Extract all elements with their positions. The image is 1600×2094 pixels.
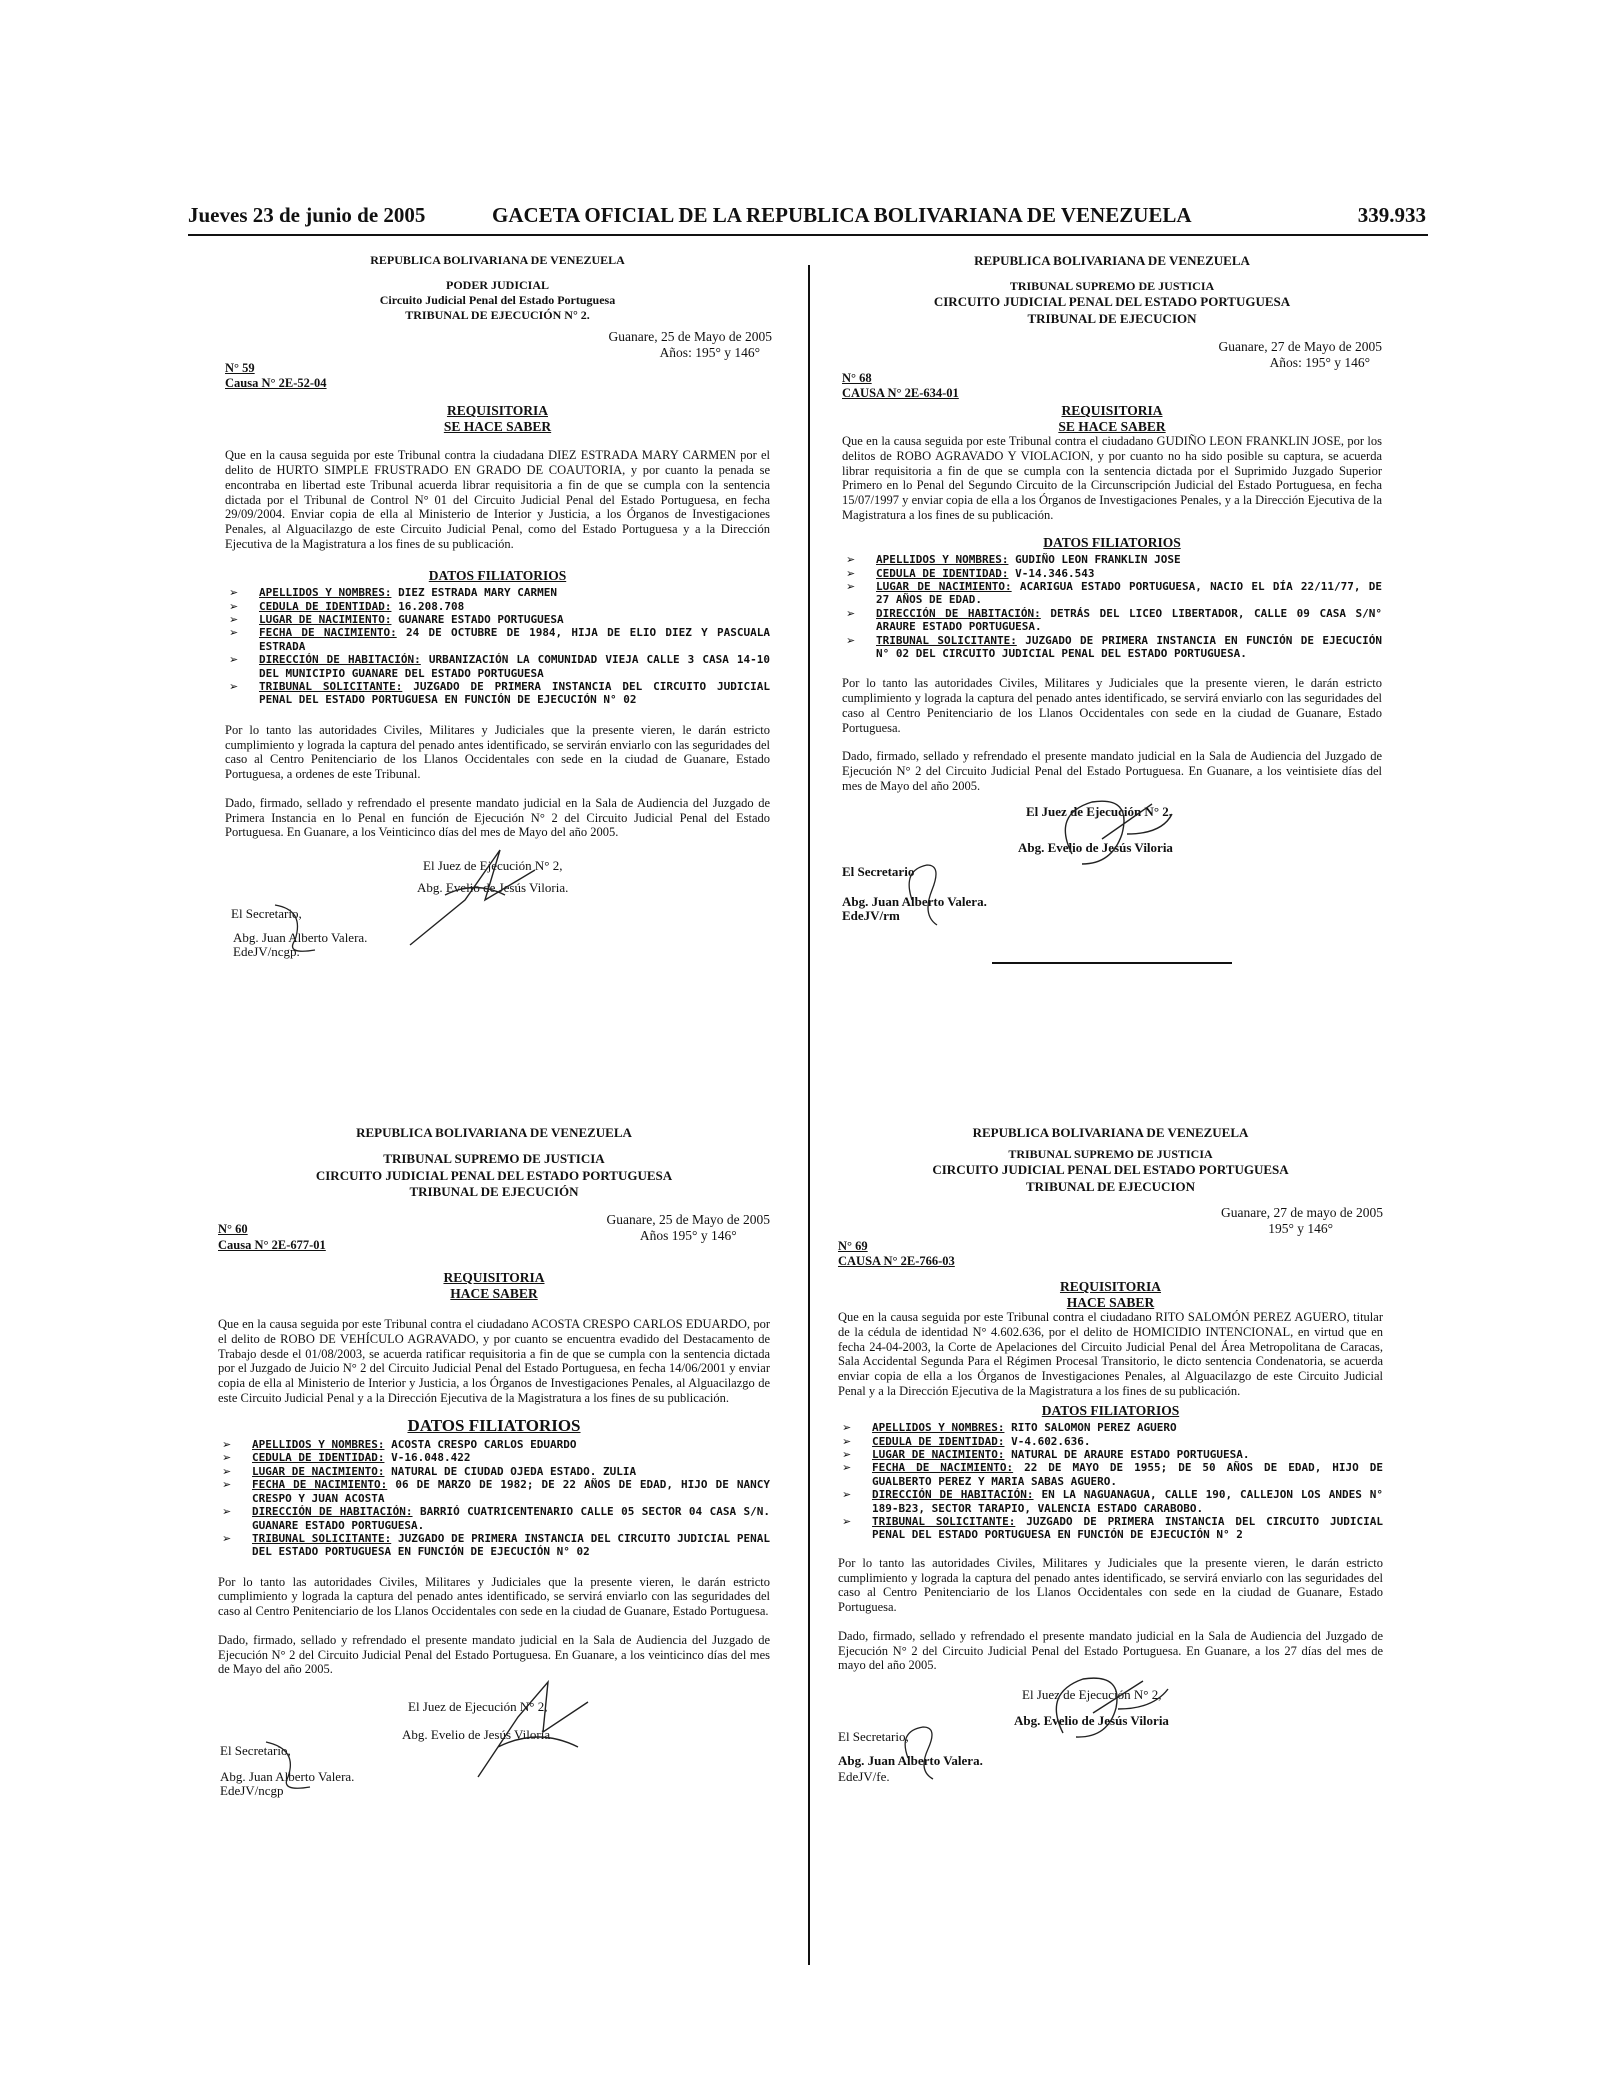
notice-header xyxy=(838,1125,1383,1195)
initials: EdeJV/fe. xyxy=(838,1769,890,1785)
datos-filiatorios-title: DATOS FILIATORIOS xyxy=(428,567,567,583)
header-line: CIRCUITO JUDICIAL PENAL DEL ESTADO PORTUGUESA xyxy=(315,1167,673,1183)
datos-item: ➢ FECHA DE NACIMIENTO: 06 DE MARZO DE 1982; DE 22 AÑOS DE EDAD, HIJO DE NANCY CRESPO Y JUAN ACOSTA xyxy=(222,1478,770,1505)
arrow-bullet-icon: ➢ xyxy=(229,599,239,613)
judge-title: El Juez de Ejecución N° 2, xyxy=(423,858,563,874)
header-line: TRIBUNAL DE EJECUCION xyxy=(1025,1178,1196,1194)
causa-number: CAUSA N° 2E-634-01 xyxy=(842,386,959,401)
arrow-bullet-icon: ➢ xyxy=(229,680,239,694)
judge-signature-icon xyxy=(405,840,565,950)
body-paragraph: Que en la causa seguida por este Tribunal contra el ciudadano ACOSTA CRESPO CARLOS EDUARDO, por el delito de ROBO DE VEHÍCULO AGRAVADO, y por cuanto se encuentra evadido del Destacamento de Trabajo desde el 01/08/2003, se acuerda ratificar requisitoria a fin de que se cumpla con la sentencia dictada por el Juzgado de Juicio N° 2 del Circuito Judicial Penal del Estado Portuguesa, en fecha 14/06/2001 y enviar copia de ella al Ministerio de Interior y Justicia, a los Órganos de Investigaciones Penales, al Alguacilazgo de este Circuito Judicial Penal y a la Dirección Ejecutiva de la Magistratura a los fines de su publicación. xyxy=(218,1317,770,1405)
datos-list xyxy=(218,1438,770,1559)
years: 195° y 146° xyxy=(1268,1220,1333,1236)
datos-item: ➢ TRIBUNAL SOLICITANTE: JUZGADO DE PRIMERA INSTANCIA DEL CIRCUITO JUDICIAL PENAL DEL ESTADO PORTUGUESA EN FUNCIÓN DE EJECUCIÓN N° 2 xyxy=(842,1515,1383,1542)
datos-item: ➢ CEDULA DE IDENTIDAD: V-14.346.543 xyxy=(846,566,1095,580)
arrow-bullet-icon: ➢ xyxy=(229,653,239,667)
secretary-title: El Secretario, xyxy=(220,1743,291,1759)
issue-date: Jueves 23 de junio de 2005 xyxy=(188,203,426,227)
column-divider xyxy=(808,265,810,1965)
years: Años: 195° y 146° xyxy=(659,345,760,361)
notice-header xyxy=(218,1125,770,1200)
datos-item: ➢ TRIBUNAL SOLICITANTE: JUZGADO DE PRIMERA INSTANCIA DEL CIRCUITO JUDICIAL PENAL DEL ESTADO PORTUGUESA EN FUNCIÓN DE EJECUCIÓN N° 02 xyxy=(229,680,770,707)
secretary-signature-icon xyxy=(888,1723,958,1783)
arrow-bullet-icon: ➢ xyxy=(846,606,856,620)
notice-68 xyxy=(842,253,1382,974)
body-paragraph: Dado, firmado, sellado y refrendado el presente mandato judicial en la Sala de Audiencia del Juzgado de Ejecución N° 2 del Circuito Judicial Penal del Estado Portuguesa. En Guanare, a los veintisiete días del mes de Mayo del año 2005. xyxy=(842,749,1382,793)
datos-item: ➢ DIRECCIÓN DE HABITACIÓN: BARRIÓ CUATRICENTENARIO CALLE 05 SECTOR 04 CASA S/N. GUANARE ESTADO PORTUGUESA. xyxy=(222,1505,770,1532)
datos-item: ➢ CEDULA DE IDENTIDAD: V-4.602.636. xyxy=(842,1434,1091,1448)
initials: EdeJV/rm xyxy=(842,907,900,923)
signature-block xyxy=(842,794,1382,944)
datos-item: ➢ LUGAR DE NACIMIENTO: ACARIGUA ESTADO PORTUGUESA, NACIO EL DÍA 22/11/77, DE 27 AÑOS DE EDAD. xyxy=(846,579,1382,607)
judge-title: El Juez de Ejecución N° 2, xyxy=(408,1699,548,1715)
judge-title: El Juez de Ejecución N° 2, xyxy=(1022,1687,1162,1703)
hace-saber-title: HACE SABER xyxy=(450,1285,538,1301)
arrow-bullet-icon: ➢ xyxy=(842,1515,852,1529)
datos-item: ➢ APELLIDOS Y NOMBRES: GUDIÑO LEON FRANKLIN JOSE xyxy=(846,553,1181,567)
notice-number: N° 60 xyxy=(218,1222,248,1236)
datos-item: ➢ LUGAR DE NACIMIENTO: NATURAL DE CIUDAD OJEDA ESTADO. ZULIA xyxy=(222,1464,637,1478)
datos-item: ➢ APELLIDOS Y NOMBRES: RITO SALOMON PEREZ AGUERO xyxy=(842,1421,1177,1435)
notice-60 xyxy=(218,1125,770,1799)
causa-number: Causa N° 2E-677-01 xyxy=(218,1238,326,1252)
secretary-name: Abg. Juan Alberto Valera. xyxy=(233,930,368,946)
arrow-bullet-icon: ➢ xyxy=(222,1451,232,1465)
arrow-bullet-icon: ➢ xyxy=(222,1438,232,1452)
arrow-bullet-icon: ➢ xyxy=(222,1478,232,1492)
datos-item: ➢ APELLIDOS Y NOMBRES: ACOSTA CRESPO CARLOS EDUARDO xyxy=(222,1438,577,1452)
body-paragraph: Dado, firmado, sellado y refrendado el presente mandato judicial en la Sala de Audiencia del Juzgado de Primera Instancia en lo Penal en función de Ejecución N° 2 del Circuito Judicial Penal del Estado Portuguesa. En Guanare, a los Veinticinco días del mes de Mayo del año 2005. xyxy=(225,795,770,840)
body-paragraph: Dado, firmado, sellado y refrendado el presente mandato judicial en la Sala de Audiencia del Juzgado de Ejecución N° 2 del Circuito Judicial Penal del Estado Portuguesa. En Guanare, a los veinticinco días del mes de Mayo del año 2005. xyxy=(218,1632,770,1677)
years: Años 195° y 146° xyxy=(639,1228,737,1244)
arrow-bullet-icon: ➢ xyxy=(846,553,856,567)
judge-name: Abg. Evelio de Jesús Viloria xyxy=(402,1727,551,1743)
header-line: REPUBLICA BOLIVARIANA DE VENEZUELA xyxy=(356,1125,632,1140)
requisitoria-title: REQUISITORIA xyxy=(446,403,549,419)
arrow-bullet-icon: ➢ xyxy=(846,579,856,593)
notice-number: N° 69 xyxy=(838,1239,868,1254)
masthead-rule xyxy=(188,234,1428,236)
page-number: 339.933 xyxy=(1357,203,1426,227)
datos-item: ➢ APELLIDOS Y NOMBRES: DIEZ ESTRADA MARY CARMEN xyxy=(229,586,558,600)
arrow-bullet-icon: ➢ xyxy=(846,633,856,647)
datos-item: ➢ DIRECCIÓN DE HABITACIÓN: EN LA NAGUANAGUA, CALLE 190, CALLEJON LOS ANDES N° 189-B23, SECTOR TARAPIO, VALENCIA ESTADO CARABOBO. xyxy=(842,1488,1383,1515)
arrow-bullet-icon: ➢ xyxy=(842,1461,852,1475)
place-date: Guanare, 27 de mayo de 2005 xyxy=(1221,1204,1383,1220)
judge-signature-icon xyxy=(468,1677,608,1787)
requisitoria-title: REQUISITORIA xyxy=(443,1270,545,1285)
datos-item: ➢ CEDULA DE IDENTIDAD: V-16.048.422 xyxy=(222,1451,471,1465)
hace-saber-title: SE HACE SABER xyxy=(1058,418,1166,434)
body-paragraph: Que en la causa seguida por este Tribunal contra el ciudadano RITO SALOMÓN PEREZ AGUERO, titular de la cédula de identidad N° 4.602.636, por el delito de HOMICIDIO INTENCIONAL, en virtud que en fecha 24-04-2003, la Corte de Apelaciones del Circuito Judicial Penal del Área Metropolitana de Caracas, Sala Accidental Segunda Para el Régimen Procesal Transitorio, le dicto sentencia Condenatoria, se acuerda enviar copia de ella a los Órganos de Investigaciones Penales, al Alguacilazgo de este Circuito Judicial Penal y a la Dirección Ejecutiva de la Magistratura a los fines de su publicación. xyxy=(838,1310,1383,1398)
body-paragraph: Por lo tanto las autoridades Civiles, Militares y Judiciales que la presente vieren, le darán estricto cumplimiento y lograda la captura del penado antes identificado, se servirá enviarlo con las seguridades del caso al Centro Penitenciario de los Llanos Occidentales con sede en la ciudad de Guanare, Estado Portuguesa. xyxy=(838,1555,1383,1615)
header-line: TRIBUNAL SUPREMO DE JUSTICIA xyxy=(383,1151,605,1167)
header-line: REPUBLICA BOLIVARIANA DE VENEZUELA xyxy=(972,1125,1249,1140)
datos-item: ➢ FECHA DE NACIMIENTO: 24 DE OCTUBRE DE 1984, HIJA DE ELIO DIEZ Y PASCUALA ESTRADA xyxy=(229,626,771,653)
arrow-bullet-icon: ➢ xyxy=(842,1434,852,1448)
causa-number: Causa N° 2E-52-04 xyxy=(225,376,327,391)
header-line: TRIBUNAL SUPREMO DE JUSTICIA xyxy=(1009,279,1215,294)
header-line: TRIBUNAL SUPREMO DE JUSTICIA xyxy=(1008,1147,1213,1162)
datos-item: ➢ DIRECCIÓN DE HABITACIÓN: URBANIZACIÓN LA COMUNIDAD VIEJA CALLE 3 CASA 14-10 DEL MUNICIPIO GUANARE DEL ESTADO PORTUGUESA xyxy=(229,653,770,680)
place-date: Guanare, 25 de Mayo de 2005 xyxy=(608,329,772,344)
hace-saber-title: HACE SABER xyxy=(1066,1294,1155,1310)
secretary-signature-icon xyxy=(265,900,335,960)
arrow-bullet-icon: ➢ xyxy=(222,1464,232,1478)
secretary-signature-icon xyxy=(892,860,962,930)
arrow-bullet-icon: ➢ xyxy=(842,1421,852,1435)
judge-name: Abg. Evelio de Jesús Viloria. xyxy=(417,880,569,896)
datos-list xyxy=(225,586,770,707)
datos-filiatorios-title: DATOS FILIATORIOS xyxy=(407,1415,581,1435)
hace-saber-title: SE HACE SABER xyxy=(443,418,552,434)
secretary-title: El Secretario, xyxy=(838,1729,909,1745)
datos-item: ➢ TRIBUNAL SOLICITANTE: JUZGADO DE PRIMERA INSTANCIA EN FUNCIÓN DE EJECUCIÓN N° 02 DEL CIRCUITO JUDICIAL PENAL DEL ESTADO PORTUGUESA. xyxy=(846,633,1382,661)
arrow-bullet-icon: ➢ xyxy=(229,612,239,626)
datos-item: ➢ DIRECCIÓN DE HABITACIÓN: DETRÁS DEL LICEO LIBERTADOR, CALLE 09 CASA S/N° ARAURE ESTADO PORTUGUESA. xyxy=(846,606,1382,634)
signature-block xyxy=(225,840,770,960)
notice-59 xyxy=(225,253,770,960)
notice-header xyxy=(842,253,1382,327)
body-paragraph: Que en la causa seguida por este Tribunal contra la ciudadana DIEZ ESTRADA MARY CARMEN por el delito de HURTO SIMPLE FRUSTRADO EN GRADO DE COAUTORIA, y por cuanto la penada se encontraba en libertad este Tribunal acuerda librar requisitoria a fin de que se cumpla con la sentencia dictada por el Tribunal de Control N° 01 del Circuito Judicial Penal del Estado Portuguesa, en fecha 29/09/2004. Enviar copia de ella al Ministerio de Interior y Justicia, a los Órganos de Investigaciones Penales, al Alguacilazgo de este Circuito Judicial Penal, como del Estado Portuguesa y a la Dirección Ejecutiva de la Magistratura a los fines de su publicación. xyxy=(225,448,770,551)
place-date: Guanare, 27 de Mayo de 2005 xyxy=(1218,338,1382,354)
secretary-title: El Secretario, xyxy=(231,906,302,922)
header-line: REPUBLICA BOLIVARIANA DE VENEZUELA xyxy=(370,253,625,267)
body-paragraph: Que en la causa seguida por este Tribunal contra el ciudadano GUDIÑO LEON FRANKLIN JOSE, por los delitos de ROBO AGRAVADO Y VIOLACION, y por cuanto no ha sido posible su captura, se acuerda librar requisitoria a fin de que se cumpla con la sentencia dictada por el Suprimido Juzgado Superior Primero en lo Penal del Segundo Circuito de la Circunscripción Judicial del Estado Portuguesa, en fecha 15/07/1997 y enviar copia de ella a los Órganos de Investigaciones Penales, y a la Dirección Ejecutiva de la Magistratura a los fines de su publicación. xyxy=(842,434,1382,522)
datos-item: ➢ LUGAR DE NACIMIENTO: GUANARE ESTADO PORTUGUESA xyxy=(229,612,564,626)
notice-number: N° 59 xyxy=(225,361,255,376)
years: Años: 195° y 146° xyxy=(1269,354,1370,370)
arrow-bullet-icon: ➢ xyxy=(842,1447,852,1461)
notice-separator xyxy=(992,962,1232,964)
notice-header xyxy=(225,253,770,323)
header-line: PODER JUDICIAL xyxy=(445,278,549,292)
causa-number: CAUSA N° 2E-766-03 xyxy=(838,1254,955,1269)
arrow-bullet-icon: ➢ xyxy=(846,566,856,580)
secretary-name: Abg. Juan Alberto Valera. xyxy=(842,893,987,909)
header-line: CIRCUITO JUDICIAL PENAL DEL ESTADO PORTUGUESA xyxy=(933,294,1291,310)
secretary-name: Abg. Juan Alberto Valera. xyxy=(838,1753,983,1769)
arrow-bullet-icon: ➢ xyxy=(222,1505,232,1519)
header-line: Circuito Judicial Penal del Estado Portuguesa xyxy=(379,293,616,307)
secretary-name: Abg. Juan Alberto Valera. xyxy=(220,1769,355,1785)
requisitoria-title: REQUISITORIA xyxy=(1059,1279,1162,1295)
header-line: CIRCUITO JUDICIAL PENAL DEL ESTADO PORTUGUESA xyxy=(932,1162,1289,1178)
notice-number: N° 68 xyxy=(842,371,872,386)
gazette-title: GACETA OFICIAL DE LA REPUBLICA BOLIVARIANA DE VENEZUELA xyxy=(492,203,1192,227)
header-line: TRIBUNAL DE EJECUCIÓN xyxy=(409,1183,579,1199)
header-line: TRIBUNAL DE EJECUCIÓN N° 2. xyxy=(405,308,590,322)
datos-filiatorios-title: DATOS FILIATORIOS xyxy=(1043,534,1181,550)
masthead xyxy=(188,203,1426,233)
judge-name: Abg. Evelio de Jesús Viloria xyxy=(1018,839,1173,855)
body-paragraph: Por lo tanto las autoridades Civiles, Militares y Judiciales que la presente vieren, le darán estricto cumplimiento y lograda la captura del penado antes identificado, se servirán enviarlo con las seguridades del caso al Centro Penitenciario de los Llanos Occidentales con sede en la ciudad de Guanare, Estado Portuguesa, a ordenes de este Tribunal. xyxy=(225,722,770,782)
body-paragraph: Por lo tanto las autoridades Civiles, Militares y Judiciales que la presente vieren, le darán estricto cumplimiento y lograda la captura del penado antes identificado, se servirá enviarlo con las seguridades del caso al Centro Penitenciario de los Llanos Occidentales con sede en la ciudad de Guanare, Estado Portuguesa. xyxy=(842,676,1382,735)
initials: EdeJV/ncgp. xyxy=(233,944,300,960)
datos-item: ➢ FECHA DE NACIMIENTO: 22 DE MAYO DE 1955; DE 50 AÑOS DE EDAD, HIJO DE GUALBERTO PEREZ Y MARIA SABAS AGUERO. xyxy=(842,1461,1383,1488)
datos-item: ➢ LUGAR DE NACIMIENTO: NATURAL DE ARAURE ESTADO PORTUGUESA. xyxy=(842,1447,1250,1461)
secretary-signature-icon xyxy=(258,1737,328,1797)
arrow-bullet-icon: ➢ xyxy=(222,1531,232,1545)
requisitoria-title: REQUISITORIA xyxy=(1061,403,1163,419)
header-line: TRIBUNAL DE EJECUCION xyxy=(1027,310,1197,326)
place-date: Guanare, 25 de Mayo de 2005 xyxy=(606,1212,770,1227)
body-paragraph: Dado, firmado, sellado y refrendado el presente mandato judicial en la Sala de Audiencia del Juzgado de Ejecución N° 2 del Circuito Judicial Penal del Estado Portuguesa. En Guanare, a los 27 días del mes de mayo del año 2005. xyxy=(838,1628,1383,1673)
judge-name: Abg. Evelio de Jesús Viloria xyxy=(1014,1713,1169,1729)
arrow-bullet-icon: ➢ xyxy=(229,586,239,600)
header-line: REPUBLICA BOLIVARIANA DE VENEZUELA xyxy=(974,253,1250,268)
datos-list xyxy=(838,1421,1383,1542)
arrow-bullet-icon: ➢ xyxy=(842,1488,852,1502)
datos-item: ➢ CEDULA DE IDENTIDAD: 16.208.708 xyxy=(229,599,465,613)
signature-block xyxy=(838,1673,1383,1783)
arrow-bullet-icon: ➢ xyxy=(229,626,239,640)
secretary-title: El Secretario xyxy=(842,863,915,879)
datos-filiatorios-title: DATOS FILIATORIOS xyxy=(1041,1402,1180,1418)
body-paragraph: Por lo tanto las autoridades Civiles, Militares y Judiciales que la presente vieren, le darán estricto cumplimiento y lograda la captura del penado antes identificado, se servirá enviarlo con las seguridades del caso al Centro Penitenciario de los Llanos Occidentales con sede en la ciudad de Guanare, Estado Portuguesa. xyxy=(218,1574,770,1619)
datos-list xyxy=(842,553,1382,660)
notice-69 xyxy=(838,1125,1383,1783)
signature-block xyxy=(218,1677,770,1799)
datos-item: ➢ TRIBUNAL SOLICITANTE: JUZGADO DE PRIMERA INSTANCIA DEL CIRCUITO JUDICIAL PENAL DEL ESTADO PORTUGUESA EN FUNCIÓN DE EJECUCIÓN N° 02 xyxy=(222,1531,770,1559)
judge-title: El Juez de Ejecución N° 2, xyxy=(1026,803,1173,819)
initials: EdeJV/ncgp xyxy=(220,1783,284,1799)
judge-signature-icon xyxy=(1038,1673,1188,1773)
judge-signature-icon xyxy=(1042,794,1192,904)
